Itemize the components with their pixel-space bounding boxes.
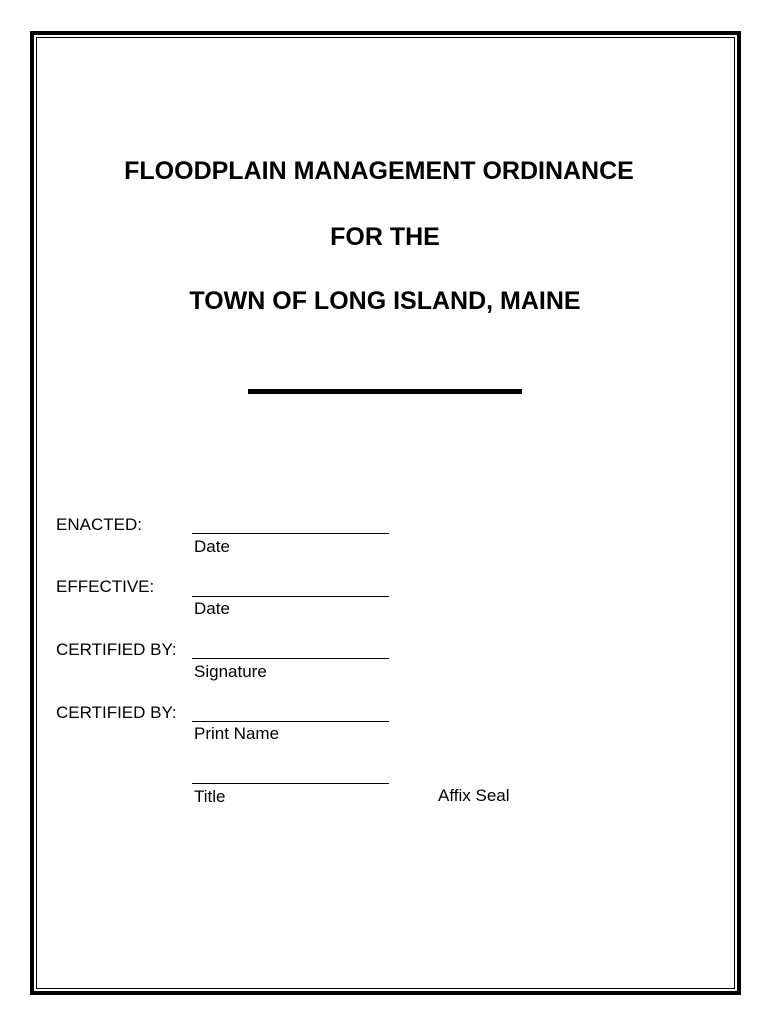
title-line: [192, 766, 389, 784]
print-name-line: [192, 704, 389, 722]
effective-date-line: [192, 579, 389, 597]
signature-line: [192, 641, 389, 659]
certified-by-label: CERTIFIED BY:: [56, 640, 177, 659]
print-name-caption: Print Name: [194, 724, 280, 743]
enacted-date-line: [192, 516, 389, 534]
signature-caption: Signature: [194, 662, 267, 681]
affix-seal-note: Affix Seal: [438, 786, 510, 805]
enacted-label: ENACTED:: [56, 515, 142, 534]
ordinance-title: FLOODPLAIN MANAGEMENT ORDINANCE: [124, 157, 634, 185]
title-divider: [248, 389, 522, 394]
ordinance-town-name: TOWN OF LONG ISLAND, MAINE: [189, 287, 581, 315]
ordinance-title-for-the: FOR THE: [330, 223, 440, 251]
enacted-date-caption: Date: [194, 537, 230, 556]
effective-date-caption: Date: [194, 599, 230, 618]
certified-by-label-2: CERTIFIED BY:: [56, 703, 177, 722]
effective-label: EFFECTIVE:: [56, 577, 155, 596]
title-caption: Title: [194, 787, 226, 806]
